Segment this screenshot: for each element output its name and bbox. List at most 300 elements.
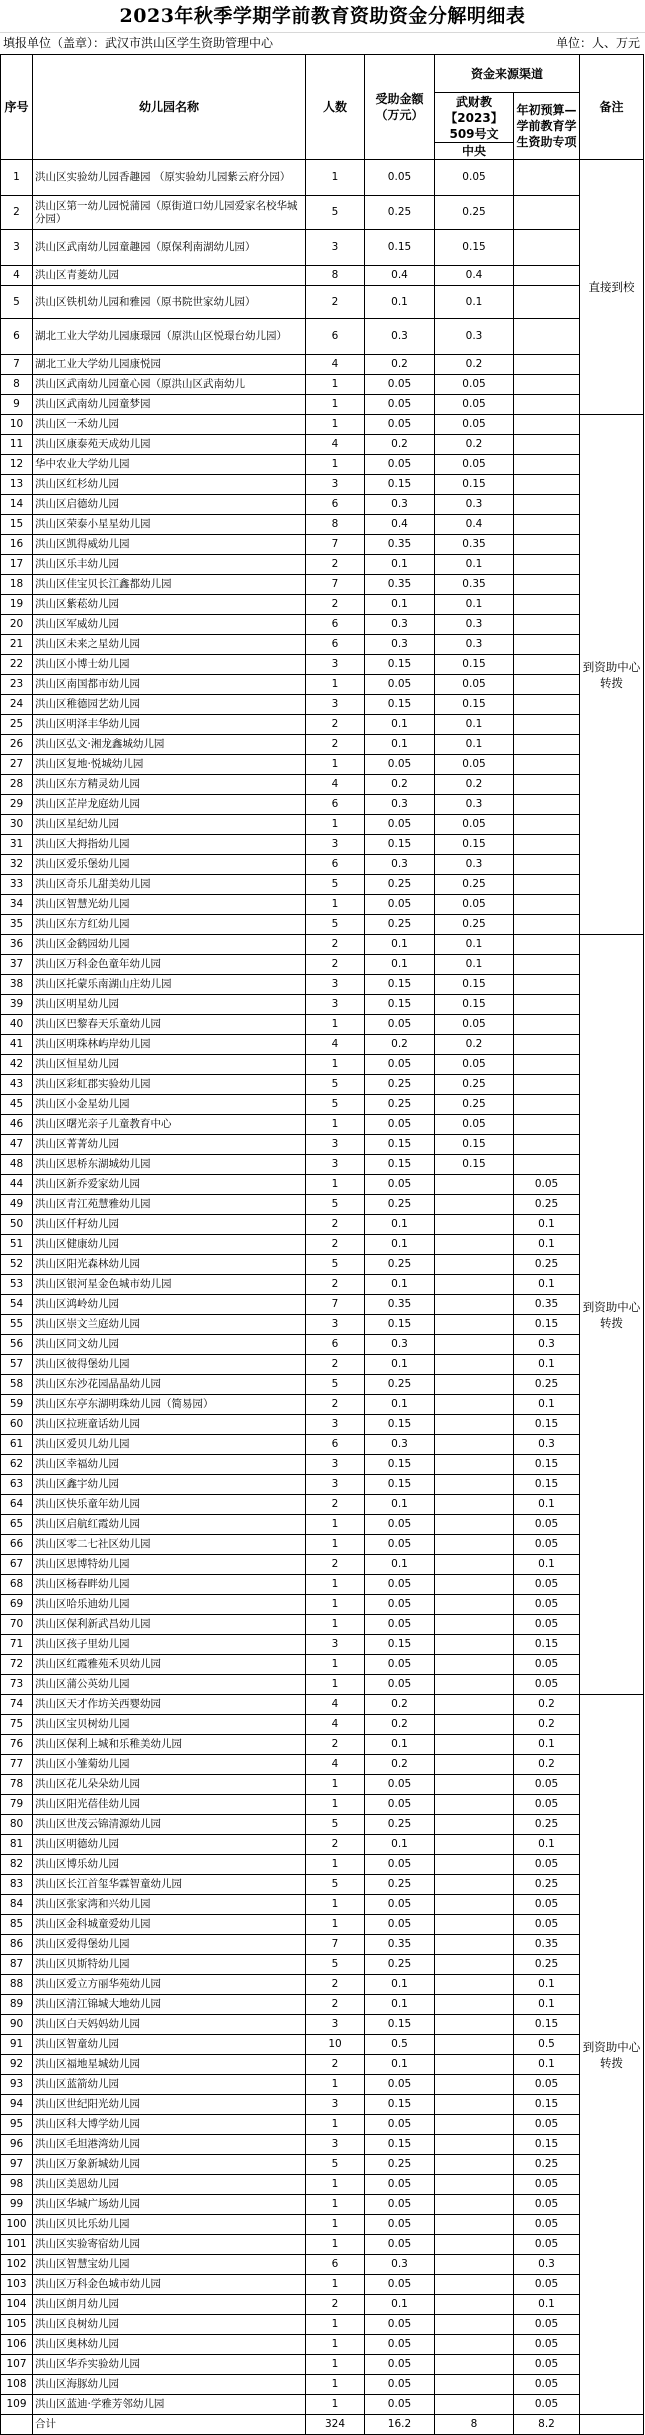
cell-amount: 0.25: [365, 196, 435, 230]
cell-budget: [514, 455, 580, 475]
cell-seq: 61: [1, 1435, 33, 1455]
cell-budget: 0.25: [514, 1955, 580, 1975]
cell-name: 洪山区一禾幼儿园: [33, 415, 306, 435]
cell-count: 4: [306, 1715, 365, 1735]
cell-budget: 0.35: [514, 1295, 580, 1315]
cell-amount: 0.1: [365, 555, 435, 575]
cell-central: [435, 1855, 514, 1875]
cell-budget: [514, 495, 580, 515]
cell-seq: 50: [1, 1215, 33, 1235]
cell-seq: 47: [1, 1135, 33, 1155]
cell-name: 洪山区蒲公英幼儿园: [33, 1675, 306, 1695]
cell-central: 0.25: [435, 915, 514, 935]
cell-budget: [514, 555, 580, 575]
table-row: [1, 1115, 644, 1135]
cell-budget: [514, 915, 580, 935]
cell-central: [435, 1255, 514, 1275]
cell-central: 0.25: [435, 1095, 514, 1115]
cell-central: 0.3: [435, 495, 514, 515]
cell-seq: 69: [1, 1595, 33, 1615]
cell-seq: 35: [1, 915, 33, 935]
cell-budget: 0.15: [514, 1635, 580, 1655]
cell-amount: 0.3: [365, 2255, 435, 2275]
cell-count: 1: [306, 1855, 365, 1875]
cell-amount: 0.15: [365, 1475, 435, 1495]
cell-name: 洪山区毛坦港湾幼儿园: [33, 2135, 306, 2155]
cell-amount: 0.05: [365, 2395, 435, 2415]
cell-seq: 93: [1, 2075, 33, 2095]
cell-seq: 9: [1, 395, 33, 415]
cell-amount: 0.05: [365, 2075, 435, 2095]
cell-seq: 63: [1, 1475, 33, 1495]
table-row: [1, 1015, 644, 1035]
table-row: [1, 2295, 644, 2315]
cell-seq: 101: [1, 2235, 33, 2255]
cell-seq: 74: [1, 1695, 33, 1715]
table-row: [1, 955, 644, 975]
cell-central: [435, 1455, 514, 1475]
cell-budget: 0.15: [514, 1475, 580, 1495]
cell-budget: [514, 615, 580, 635]
cell-count: 1: [306, 2355, 365, 2375]
cell-budget: 0.1: [514, 2295, 580, 2315]
cell-seq: 81: [1, 1835, 33, 1855]
cell-central: [435, 1335, 514, 1355]
cell-name: 洪山区南国都市幼儿园: [33, 675, 306, 695]
cell-central: 0.15: [435, 835, 514, 855]
cell-budget: [514, 1155, 580, 1175]
cell-budget: 0.3: [514, 1435, 580, 1455]
cell-name: 洪山区菁菁幼儿园: [33, 1135, 306, 1155]
cell-budget: 0.05: [514, 1895, 580, 1915]
table-row: [1, 2095, 644, 2115]
cell-amount: 0.15: [365, 2095, 435, 2115]
cell-name: 洪山区托蒙乐南湖山庄幼儿园: [33, 975, 306, 995]
cell-seq: 30: [1, 815, 33, 835]
cell-seq: 67: [1, 1555, 33, 1575]
cell-name: 洪山区仟籽幼儿园: [33, 1215, 306, 1235]
cell-name: 湖北工业大学幼儿园康璟园（原洪山区悦璟台幼儿园）: [33, 319, 306, 355]
cell-central: 0.3: [435, 319, 514, 355]
cell-name: 洪山区实验寄宿幼儿园: [33, 2235, 306, 2255]
cell-amount: 0.4: [365, 515, 435, 535]
cell-amount: 0.15: [365, 475, 435, 495]
table-row: [1, 1255, 644, 1275]
cell-amount: 0.25: [365, 875, 435, 895]
cell-amount: 0.25: [365, 1255, 435, 1275]
cell-seq: 79: [1, 1795, 33, 1815]
cell-seq: 91: [1, 2035, 33, 2055]
table-row: [1, 2315, 644, 2335]
cell-name: 洪山区凯得威幼儿园: [33, 535, 306, 555]
cell-seq: 100: [1, 2215, 33, 2235]
cell-name: 洪山区启德幼儿园: [33, 495, 306, 515]
cell-budget: [514, 435, 580, 455]
cell-seq: 16: [1, 535, 33, 555]
cell-budget: [514, 1075, 580, 1095]
cell-count: 2: [306, 1355, 365, 1375]
cell-count: 3: [306, 1135, 365, 1155]
cell-seq: 34: [1, 895, 33, 915]
table-row: [1, 230, 644, 266]
cell-budget: 0.2: [514, 1755, 580, 1775]
table-row: [1, 1235, 644, 1255]
cell-budget: [514, 575, 580, 595]
cell-name: 洪山区杨春畔幼儿园: [33, 1575, 306, 1595]
cell-central: [435, 2375, 514, 2395]
cell-name: 洪山区鸿岭幼儿园: [33, 1295, 306, 1315]
cell-seq: 88: [1, 1975, 33, 1995]
header-source: 资金来源渠道: [435, 55, 580, 93]
cell-count: 1: [306, 160, 365, 196]
cell-count: 6: [306, 1435, 365, 1455]
cell-seq: 12: [1, 455, 33, 475]
cell-budget: [514, 775, 580, 795]
cell-budget: 0.3: [514, 1335, 580, 1355]
cell-central: [435, 2295, 514, 2315]
cell-amount: 0.05: [365, 675, 435, 695]
cell-amount: 0.15: [365, 2015, 435, 2035]
cell-count: 2: [306, 955, 365, 975]
cell-amount: 0.1: [365, 1495, 435, 1515]
cell-name: 洪山区健康幼儿园: [33, 1235, 306, 1255]
cell-seq: 68: [1, 1575, 33, 1595]
cell-count: 3: [306, 995, 365, 1015]
table-row: [1, 2155, 644, 2175]
cell-central: [435, 2175, 514, 2195]
cell-seq: 70: [1, 1615, 33, 1635]
table-row: [1, 1455, 644, 1475]
cell-budget: 0.05: [514, 2195, 580, 2215]
cell-amount: 0.3: [365, 855, 435, 875]
cell-seq: 7: [1, 355, 33, 375]
cell-central: 0.1: [435, 955, 514, 975]
cell-name: 洪山区青江苑慧雅幼儿园: [33, 1195, 306, 1215]
cell-count: 7: [306, 535, 365, 555]
table-row: [1, 1695, 644, 1715]
cell-budget: 0.5: [514, 2035, 580, 2055]
cell-amount: 0.2: [365, 1695, 435, 1715]
cell-central: 0.05: [435, 1055, 514, 1075]
cell-seq: 76: [1, 1735, 33, 1755]
table-row: [1, 2135, 644, 2155]
cell-central: 0.05: [435, 895, 514, 915]
cell-central: [435, 1835, 514, 1855]
table-row: [1, 1715, 644, 1735]
cell-budget: 0.2: [514, 1695, 580, 1715]
cell-amount: 0.15: [365, 1635, 435, 1655]
cell-seq: 77: [1, 1755, 33, 1775]
cell-amount: 0.05: [365, 1115, 435, 1135]
cell-count: 1: [306, 2335, 365, 2355]
cell-seq: 39: [1, 995, 33, 1015]
cell-name: 洪山区铁机幼儿园和雅园（原书院世家幼儿园）: [33, 286, 306, 319]
cell-count: 1: [306, 2375, 365, 2395]
cell-central: 0.2: [435, 775, 514, 795]
cell-amount: 0.3: [365, 495, 435, 515]
cell-central: 0.4: [435, 266, 514, 286]
cell-budget: [514, 675, 580, 695]
cell-name: 洪山区银河星金色城市幼儿园: [33, 1275, 306, 1295]
table-row: [1, 515, 644, 535]
cell-amount: 0.2: [365, 1755, 435, 1775]
table-row: [1, 1555, 644, 1575]
cell-central: [435, 2235, 514, 2255]
cell-name: 洪山区清江锦城大地幼儿园: [33, 1995, 306, 2015]
cell-amount: 0.35: [365, 1935, 435, 1955]
cell-seq: 18: [1, 575, 33, 595]
cell-budget: [514, 975, 580, 995]
cell-seq: 27: [1, 755, 33, 775]
cell-budget: 0.1: [514, 1495, 580, 1515]
cell-central: 0.15: [435, 1155, 514, 1175]
cell-seq: 96: [1, 2135, 33, 2155]
cell-amount: 0.1: [365, 735, 435, 755]
cell-budget: 0.05: [514, 1655, 580, 1675]
cell-central: [435, 1275, 514, 1295]
cell-count: 2: [306, 2055, 365, 2075]
cell-central: 0.05: [435, 395, 514, 415]
cell-central: 0.05: [435, 160, 514, 196]
cell-count: 5: [306, 915, 365, 935]
table-row: [1, 2255, 644, 2275]
table-row: [1, 875, 644, 895]
cell-central: [435, 1595, 514, 1615]
cell-count: 1: [306, 2275, 365, 2295]
cell-count: 6: [306, 319, 365, 355]
cell-name: 洪山区爱乐堡幼儿园: [33, 855, 306, 875]
cell-seq: 29: [1, 795, 33, 815]
cell-name: 洪山区朗月幼儿园: [33, 2295, 306, 2315]
table-row: [1, 1095, 644, 1115]
cell-budget: [514, 355, 580, 375]
cell-central: [435, 1915, 514, 1935]
remark-cell: 到资助中心转拨: [580, 415, 644, 935]
cell-seq: 104: [1, 2295, 33, 2315]
cell-name: 洪山区同文幼儿园: [33, 1335, 306, 1355]
cell-count: 6: [306, 635, 365, 655]
table-row: [1, 1595, 644, 1615]
cell-seq: 22: [1, 655, 33, 675]
cell-seq: 85: [1, 1915, 33, 1935]
cell-central: [435, 1995, 514, 2015]
table-row: [1, 495, 644, 515]
cell-central: 0.1: [435, 595, 514, 615]
cell-count: 6: [306, 2255, 365, 2275]
remark-cell: 到资助中心转拨: [580, 1695, 644, 2415]
cell-budget: 0.1: [514, 2055, 580, 2075]
cell-name: 洪山区复地·悦城幼儿园: [33, 755, 306, 775]
cell-amount: 0.3: [365, 615, 435, 635]
cell-amount: 0.15: [365, 975, 435, 995]
cell-name: 洪山区智慧宝幼儿园: [33, 2255, 306, 2275]
cell-name: 洪山区蓝箭幼儿园: [33, 2075, 306, 2095]
cell-seq: 59: [1, 1395, 33, 1415]
cell-count: 3: [306, 2135, 365, 2155]
cell-central: [435, 1555, 514, 1575]
cell-count: 3: [306, 655, 365, 675]
cell-seq: 107: [1, 2355, 33, 2375]
cell-seq: 2: [1, 196, 33, 230]
cell-count: 2: [306, 595, 365, 615]
cell-count: 1: [306, 1535, 365, 1555]
table-row: [1, 160, 644, 196]
cell-budget: 0.05: [514, 1775, 580, 1795]
cell-seq: 19: [1, 595, 33, 615]
cell-count: 4: [306, 1755, 365, 1775]
cell-budget: [514, 230, 580, 266]
table-row: [1, 915, 644, 935]
cell-name: 洪山区红霞雅苑禾贝幼儿园: [33, 1655, 306, 1675]
cell-central: 0.05: [435, 675, 514, 695]
table-row: [1, 1215, 644, 1235]
cell-count: 6: [306, 615, 365, 635]
table-row: [1, 1175, 644, 1195]
cell-name: 洪山区鑫宇幼儿园: [33, 1475, 306, 1495]
cell-seq: 103: [1, 2275, 33, 2295]
cell-central: [435, 1735, 514, 1755]
total-count: 324: [306, 2415, 365, 2435]
cell-budget: [514, 735, 580, 755]
cell-budget: [514, 415, 580, 435]
cell-name: 洪山区启航红霞幼儿园: [33, 1515, 306, 1535]
cell-count: 6: [306, 795, 365, 815]
cell-central: [435, 1975, 514, 1995]
cell-central: [435, 1675, 514, 1695]
cell-count: 6: [306, 855, 365, 875]
cell-amount: 0.1: [365, 1735, 435, 1755]
page-title: 2023年秋季学期学前教育资助资金分解明细表: [0, 0, 645, 33]
cell-seq: 15: [1, 515, 33, 535]
cell-budget: 0.05: [514, 1515, 580, 1535]
funding-table: [0, 54, 644, 2435]
table-row: [1, 735, 644, 755]
cell-name: 洪山区海豚幼儿园: [33, 2375, 306, 2395]
cell-amount: 0.25: [365, 1195, 435, 1215]
cell-name: 洪山区小雏菊幼儿园: [33, 1755, 306, 1775]
cell-name: 洪山区星纪幼儿园: [33, 815, 306, 835]
cell-budget: 0.15: [514, 2135, 580, 2155]
cell-name: 洪山区东方红幼儿园: [33, 915, 306, 935]
cell-amount: 0.25: [365, 1815, 435, 1835]
cell-count: 2: [306, 735, 365, 755]
cell-central: [435, 1235, 514, 1255]
cell-central: 0.35: [435, 575, 514, 595]
table-body: [1, 160, 644, 2435]
cell-budget: 0.3: [514, 2255, 580, 2275]
cell-budget: 0.05: [514, 2115, 580, 2135]
cell-name: 洪山区武南幼儿园童心园（原洪山区武南幼儿: [33, 375, 306, 395]
cell-amount: 0.05: [365, 415, 435, 435]
cell-central: [435, 2215, 514, 2235]
cell-seq: 57: [1, 1355, 33, 1375]
cell-central: [435, 1535, 514, 1555]
cell-amount: 0.05: [365, 1915, 435, 1935]
cell-count: 1: [306, 1115, 365, 1135]
cell-name: 洪山区彩虹郡实验幼儿园: [33, 1075, 306, 1095]
cell-central: 0.25: [435, 1075, 514, 1095]
cell-count: 1: [306, 1615, 365, 1635]
cell-seq: 64: [1, 1495, 33, 1515]
cell-name: 洪山区小博士幼儿园: [33, 655, 306, 675]
cell-central: [435, 2055, 514, 2075]
cell-budget: 0.1: [514, 1395, 580, 1415]
cell-budget: 0.25: [514, 1375, 580, 1395]
cell-budget: [514, 655, 580, 675]
cell-name: 洪山区长江首玺华霖智童幼儿园: [33, 1875, 306, 1895]
cell-central: 0.15: [435, 995, 514, 1015]
table-row: [1, 1895, 644, 1915]
cell-name: 洪山区福地星城幼儿园: [33, 2055, 306, 2075]
cell-count: 3: [306, 695, 365, 715]
cell-seq: 26: [1, 735, 33, 755]
cell-budget: [514, 395, 580, 415]
table-row: [1, 2195, 644, 2215]
cell-count: 1: [306, 2235, 365, 2255]
table-row: [1, 555, 644, 575]
cell-central: [435, 1955, 514, 1975]
table-row: [1, 2115, 644, 2135]
cell-count: 1: [306, 1915, 365, 1935]
table-row: [1, 375, 644, 395]
cell-seq: 5: [1, 286, 33, 319]
cell-name: 洪山区爱贝儿幼儿园: [33, 1435, 306, 1455]
cell-budget: 0.05: [514, 1855, 580, 1875]
cell-seq: 8: [1, 375, 33, 395]
cell-amount: 0.05: [365, 2375, 435, 2395]
table-row: [1, 2055, 644, 2075]
cell-count: 8: [306, 266, 365, 286]
cell-seq: 97: [1, 2155, 33, 2175]
cell-budget: [514, 695, 580, 715]
cell-central: [435, 1175, 514, 1195]
cell-name: 洪山区红杉幼儿园: [33, 475, 306, 495]
cell-count: 3: [306, 1315, 365, 1335]
cell-budget: 0.05: [514, 2375, 580, 2395]
cell-count: 5: [306, 1095, 365, 1115]
cell-count: 2: [306, 1235, 365, 1255]
cell-central: [435, 1615, 514, 1635]
cell-budget: [514, 1135, 580, 1155]
cell-seq: 25: [1, 715, 33, 735]
cell-central: 0.25: [435, 875, 514, 895]
cell-central: 0.15: [435, 230, 514, 266]
cell-central: [435, 1315, 514, 1335]
cell-budget: [514, 855, 580, 875]
cell-name: 洪山区拉班童话幼儿园: [33, 1415, 306, 1435]
cell-amount: 0.05: [365, 2195, 435, 2215]
cell-central: 0.15: [435, 475, 514, 495]
cell-budget: 0.15: [514, 1415, 580, 1435]
cell-amount: 0.1: [365, 1975, 435, 1995]
cell-count: 3: [306, 2095, 365, 2115]
cell-seq: 56: [1, 1335, 33, 1355]
cell-name: 洪山区稚德园艺幼儿园: [33, 695, 306, 715]
table-row: [1, 815, 644, 835]
cell-amount: 0.05: [365, 1575, 435, 1595]
cell-name: 洪山区武南幼儿园童梦园: [33, 395, 306, 415]
cell-seq: 21: [1, 635, 33, 655]
cell-amount: 0.3: [365, 1435, 435, 1455]
cell-central: 0.2: [435, 355, 514, 375]
header-remark: 备注: [580, 55, 644, 160]
table-row: [1, 775, 644, 795]
cell-name: 洪山区快乐童年幼儿园: [33, 1495, 306, 1515]
cell-amount: 0.05: [365, 1535, 435, 1555]
cell-amount: 0.05: [365, 375, 435, 395]
cell-amount: 0.05: [365, 1615, 435, 1635]
cell-central: [435, 1195, 514, 1215]
